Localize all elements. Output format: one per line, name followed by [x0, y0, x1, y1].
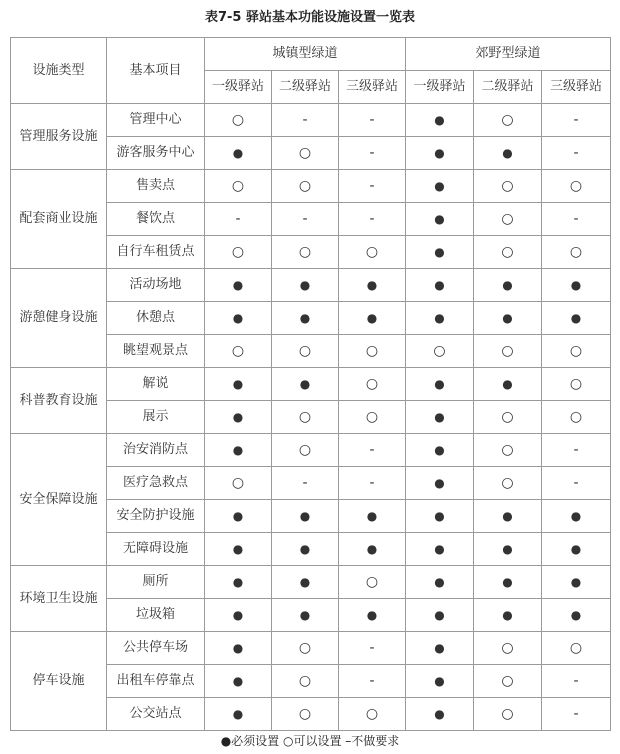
value-cell [474, 632, 542, 665]
value-cell [406, 467, 474, 500]
value-cell [474, 335, 542, 368]
optional-mark: ○ [231, 177, 245, 194]
none-mark: - [369, 177, 375, 194]
value-cell [339, 269, 406, 302]
value-cell [474, 269, 542, 302]
none-mark: - [369, 441, 375, 458]
value-cell [542, 104, 611, 137]
category-cell: 停车设施 [11, 632, 107, 731]
value-cell [339, 401, 406, 434]
optional-mark: ○ [298, 243, 312, 260]
optional-mark: ○ [365, 342, 379, 359]
value-cell [406, 368, 474, 401]
optional-mark: ○ [569, 177, 583, 194]
category-cell: 游憩健身设施 [11, 269, 107, 368]
value-cell [272, 599, 339, 632]
required-mark: ● [434, 508, 445, 523]
optional-mark: ○ [365, 243, 379, 260]
item-cell: 公共停车场 [107, 632, 205, 665]
value-cell [406, 665, 474, 698]
value-cell [474, 104, 542, 137]
value-cell [474, 368, 542, 401]
value-cell [474, 170, 542, 203]
value-cell [542, 566, 611, 599]
value-cell [205, 236, 272, 269]
optional-mark: ○ [298, 177, 312, 194]
required-mark: ● [434, 706, 445, 721]
optional-mark: ○ [231, 474, 245, 491]
required-mark: ● [502, 376, 513, 391]
value-cell [474, 401, 542, 434]
value-cell [339, 533, 406, 566]
category-cell: 安全保障设施 [11, 434, 107, 566]
optional-mark: ○ [433, 342, 446, 359]
item-cell: 展示 [107, 401, 205, 434]
item-cell: 解说 [107, 368, 205, 401]
value-cell [406, 434, 474, 467]
optional-mark: ○ [298, 342, 312, 359]
required-mark: ● [232, 640, 244, 655]
none-mark: - [573, 144, 579, 161]
required-mark: ● [232, 442, 244, 457]
table-row [11, 566, 611, 599]
value-cell [406, 632, 474, 665]
value-cell [205, 137, 272, 170]
item-cell: 售卖点 [107, 170, 205, 203]
required-mark: ● [502, 607, 513, 622]
table-row [11, 434, 611, 467]
value-cell [406, 698, 474, 731]
table-row [11, 170, 611, 203]
value-cell [474, 203, 542, 236]
required-mark: ● [434, 574, 445, 589]
required-mark: ● [434, 310, 445, 325]
required-mark: ● [434, 409, 445, 424]
value-cell [542, 236, 611, 269]
required-mark: ● [570, 310, 582, 325]
value-cell [406, 302, 474, 335]
value-cell [542, 170, 611, 203]
optional-mark: ○ [501, 639, 514, 656]
value-cell [272, 137, 339, 170]
optional-mark: ○ [365, 573, 379, 590]
value-cell [406, 104, 474, 137]
optional-mark: ○ [569, 243, 583, 260]
header-group-urban: 城镇型绿道 [205, 38, 406, 71]
required-mark: ● [232, 541, 244, 556]
required-mark: ● [570, 574, 582, 589]
value-cell [542, 698, 611, 731]
value-cell [474, 665, 542, 698]
optional-mark: ○ [569, 408, 583, 425]
value-cell [272, 236, 339, 269]
value-cell [339, 467, 406, 500]
none-mark: - [302, 210, 308, 227]
value-cell [542, 467, 611, 500]
required-mark: ● [366, 310, 378, 325]
table-row [11, 632, 611, 665]
item-cell: 游客服务中心 [107, 137, 205, 170]
value-cell [272, 401, 339, 434]
required-mark: ● [502, 508, 513, 523]
facility-table [10, 37, 611, 731]
required-mark: ● [232, 706, 244, 721]
item-cell: 自行车租赁点 [107, 236, 205, 269]
required-mark: ● [434, 244, 445, 259]
value-cell [272, 665, 339, 698]
item-cell: 管理中心 [107, 104, 205, 137]
value-cell [272, 269, 339, 302]
category-cell: 科普教育设施 [11, 368, 107, 434]
required-mark: ● [434, 112, 445, 127]
optional-mark: ○ [569, 342, 583, 359]
value-cell [205, 269, 272, 302]
value-cell [406, 500, 474, 533]
value-cell [339, 500, 406, 533]
value-cell [205, 434, 272, 467]
value-cell [406, 170, 474, 203]
item-cell: 出租车停靠点 [107, 665, 205, 698]
legend: ●必须设置 ○可以设置 –不做要求 [220, 734, 400, 748]
value-cell [406, 236, 474, 269]
none-mark: - [573, 210, 579, 227]
required-mark: ● [299, 508, 311, 523]
required-mark: ● [502, 277, 513, 292]
header-level: 一级驿站 [205, 71, 272, 104]
category-cell: 配套商业设施 [11, 170, 107, 269]
value-cell [542, 665, 611, 698]
value-cell [339, 302, 406, 335]
optional-mark: ○ [298, 408, 312, 425]
none-mark: - [573, 672, 579, 689]
header-group-rural: 郊野型绿道 [406, 38, 611, 71]
value-cell [474, 137, 542, 170]
required-mark: ● [232, 574, 244, 589]
value-cell [339, 665, 406, 698]
required-mark: ● [299, 376, 311, 391]
required-mark: ● [366, 277, 378, 292]
required-mark: ● [502, 310, 513, 325]
required-mark: ● [434, 475, 445, 490]
value-cell [339, 236, 406, 269]
required-mark: ● [570, 277, 582, 292]
value-cell [542, 599, 611, 632]
value-cell [474, 302, 542, 335]
required-mark: ● [434, 541, 445, 556]
required-mark: ● [232, 145, 244, 160]
optional-mark: ○ [501, 705, 514, 722]
item-cell: 眺望观景点 [107, 335, 205, 368]
value-cell [406, 335, 474, 368]
optional-mark: ○ [298, 441, 312, 458]
optional-mark: ○ [501, 474, 514, 491]
header-level: 三级驿站 [339, 71, 406, 104]
value-cell [205, 368, 272, 401]
item-cell: 治安消防点 [107, 434, 205, 467]
value-cell [205, 401, 272, 434]
header-level: 二级驿站 [474, 71, 542, 104]
value-cell [542, 533, 611, 566]
none-mark: - [573, 441, 579, 458]
value-cell [272, 335, 339, 368]
item-cell: 公交站点 [107, 698, 205, 731]
value-cell [406, 566, 474, 599]
optional-mark: ○ [501, 408, 514, 425]
value-cell [542, 203, 611, 236]
item-cell: 安全防护设施 [107, 500, 205, 533]
required-mark: ● [570, 541, 582, 556]
required-mark: ● [502, 145, 513, 160]
header-facility-type: 设施类型 [11, 38, 107, 104]
value-cell [406, 533, 474, 566]
required-mark: ● [366, 607, 378, 622]
value-cell [205, 599, 272, 632]
value-cell [474, 236, 542, 269]
table-row [11, 104, 611, 137]
header-row-groups [11, 38, 611, 71]
value-cell [205, 170, 272, 203]
required-mark: ● [434, 640, 445, 655]
item-cell: 厕所 [107, 566, 205, 599]
required-mark: ● [366, 508, 378, 523]
value-cell [406, 599, 474, 632]
required-mark: ● [299, 607, 311, 622]
value-cell [205, 335, 272, 368]
value-cell [474, 467, 542, 500]
required-mark: ● [434, 145, 445, 160]
item-cell: 无障碍设施 [107, 533, 205, 566]
value-cell [205, 632, 272, 665]
value-cell [542, 632, 611, 665]
none-mark: - [235, 210, 241, 227]
optional-mark: ○ [231, 342, 245, 359]
value-cell [205, 533, 272, 566]
required-mark: ● [299, 310, 311, 325]
required-mark: ● [232, 508, 244, 523]
value-cell [542, 302, 611, 335]
value-cell [205, 665, 272, 698]
required-mark: ● [434, 277, 445, 292]
value-cell [205, 566, 272, 599]
required-mark: ● [434, 673, 445, 688]
value-cell [474, 566, 542, 599]
value-cell [339, 368, 406, 401]
none-mark: - [369, 639, 375, 656]
value-cell [339, 335, 406, 368]
value-cell [542, 434, 611, 467]
optional-mark: ○ [501, 441, 514, 458]
none-mark: - [573, 111, 579, 128]
value-cell [542, 269, 611, 302]
required-mark: ● [366, 541, 378, 556]
item-cell: 休憩点 [107, 302, 205, 335]
value-cell [542, 401, 611, 434]
required-mark: ● [570, 508, 582, 523]
value-cell [272, 170, 339, 203]
optional-mark: ○ [501, 210, 514, 227]
value-cell [339, 170, 406, 203]
value-cell [339, 566, 406, 599]
required-mark: ● [434, 178, 445, 193]
none-mark: - [369, 144, 375, 161]
value-cell [272, 104, 339, 137]
value-cell [542, 137, 611, 170]
optional-mark: ○ [298, 144, 312, 161]
item-cell: 活动场地 [107, 269, 205, 302]
value-cell [205, 302, 272, 335]
value-cell [272, 434, 339, 467]
required-mark: ● [299, 574, 311, 589]
value-cell [272, 632, 339, 665]
value-cell [339, 104, 406, 137]
value-cell [474, 599, 542, 632]
optional-mark: ○ [365, 408, 379, 425]
optional-mark: ○ [569, 639, 583, 656]
optional-mark: ○ [501, 111, 514, 128]
none-mark: - [302, 474, 308, 491]
required-mark: ● [502, 574, 513, 589]
required-mark: ● [232, 607, 244, 622]
none-mark: - [573, 474, 579, 491]
value-cell [272, 467, 339, 500]
required-mark: ● [434, 376, 445, 391]
table-title: 表7-5 驿站基本功能设施设置一览表 [204, 10, 415, 25]
optional-mark: ○ [501, 177, 514, 194]
header-level: 三级驿站 [542, 71, 611, 104]
required-mark: ● [434, 211, 445, 226]
optional-mark: ○ [298, 705, 312, 722]
category-cell: 管理服务设施 [11, 104, 107, 170]
category-cell: 环境卫生设施 [11, 566, 107, 632]
value-cell [406, 401, 474, 434]
required-mark: ● [232, 277, 244, 292]
header-level: 一级驿站 [406, 71, 474, 104]
value-cell [205, 104, 272, 137]
required-mark: ● [434, 607, 445, 622]
value-cell [339, 698, 406, 731]
value-cell [272, 500, 339, 533]
optional-mark: ○ [569, 375, 583, 392]
table-row [11, 368, 611, 401]
none-mark: - [369, 210, 375, 227]
value-cell [205, 500, 272, 533]
value-cell [272, 566, 339, 599]
value-cell [542, 335, 611, 368]
value-cell [205, 467, 272, 500]
none-mark: - [369, 672, 375, 689]
required-mark: ● [299, 541, 311, 556]
value-cell [474, 500, 542, 533]
value-cell [406, 137, 474, 170]
value-cell [205, 203, 272, 236]
value-cell [406, 269, 474, 302]
optional-mark: ○ [298, 672, 312, 689]
none-mark: - [573, 705, 579, 722]
value-cell [339, 434, 406, 467]
header-basic-item: 基本项目 [107, 38, 205, 104]
optional-mark: ○ [365, 375, 379, 392]
required-mark: ● [232, 376, 244, 391]
required-mark: ● [299, 277, 311, 292]
value-cell [474, 533, 542, 566]
required-mark: ● [502, 541, 513, 556]
item-cell: 垃圾箱 [107, 599, 205, 632]
header-level: 二级驿站 [272, 71, 339, 104]
optional-mark: ○ [501, 342, 514, 359]
optional-mark: ○ [231, 243, 245, 260]
item-cell: 医疗急救点 [107, 467, 205, 500]
required-mark: ● [232, 673, 244, 688]
none-mark: - [369, 111, 375, 128]
value-cell [339, 203, 406, 236]
required-mark: ● [232, 310, 244, 325]
value-cell [474, 434, 542, 467]
value-cell [272, 368, 339, 401]
value-cell [406, 203, 474, 236]
optional-mark: ○ [501, 672, 514, 689]
required-mark: ● [434, 442, 445, 457]
value-cell [339, 599, 406, 632]
optional-mark: ○ [231, 111, 245, 128]
optional-mark: ○ [501, 243, 514, 260]
table-row [11, 269, 611, 302]
value-cell [542, 500, 611, 533]
optional-mark: ○ [298, 639, 312, 656]
item-cell: 餐饮点 [107, 203, 205, 236]
value-cell [339, 632, 406, 665]
value-cell [205, 698, 272, 731]
none-mark: - [369, 474, 375, 491]
none-mark: - [302, 111, 308, 128]
value-cell [272, 533, 339, 566]
value-cell [474, 698, 542, 731]
required-mark: ● [232, 409, 244, 424]
value-cell [542, 368, 611, 401]
optional-mark: ○ [365, 705, 379, 722]
value-cell [272, 203, 339, 236]
value-cell [339, 137, 406, 170]
value-cell [272, 302, 339, 335]
required-mark: ● [570, 607, 582, 622]
value-cell [272, 698, 339, 731]
